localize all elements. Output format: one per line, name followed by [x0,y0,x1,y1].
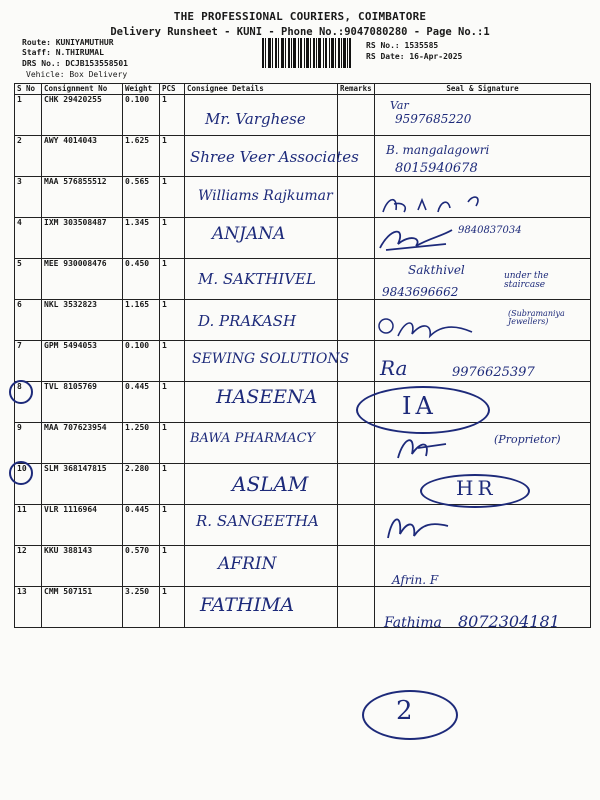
cell-consignment: MEE 930008476 [42,259,123,300]
cell-sno: 7 [15,341,42,382]
cell-weight: 1.165 [123,300,160,341]
page-mark: 2 [396,696,413,726]
handwritten-consignee: D. PRAKASH [198,312,297,330]
cell-consignment: AWY 4014043 [42,136,123,177]
cell-consignment: MAA 707623954 [42,423,123,464]
handwritten-consignee: R. SANGEETHA [196,512,319,530]
handwritten-signature: Var [390,99,409,112]
cell-remarks [338,95,375,136]
cell-consignment: CHK 29420255 [42,95,123,136]
cell-weight: 0.445 [123,505,160,546]
signature-scribble [382,508,454,544]
handwritten-note: under the staircase [504,271,549,290]
table-row [15,546,591,587]
cell-pcs: 1 [160,587,185,628]
table-header-row [15,84,591,95]
row-number-circle [9,380,33,404]
cell-consignment: MAA 576855512 [42,177,123,218]
cell-weight: 1.625 [123,136,160,177]
cell-pcs: 1 [160,505,185,546]
cell-weight: 0.450 [123,259,160,300]
stamp-text: HR [456,476,497,500]
cell-weight: 0.445 [123,382,160,423]
handwritten-consignee: Williams Rajkumar [198,188,333,204]
handwritten-signature: Afrin. F [392,573,439,587]
handwritten-consignee: SEWING SOLUTIONS [192,351,350,367]
cell-sno: 11 [15,505,42,546]
rs-date: RS Date: 16-Apr-2025 [366,52,463,61]
column-header-seal: Seal & Signature [375,84,591,95]
signature-scribble [378,192,498,218]
cell-pcs: 1 [160,136,185,177]
cell-weight: 0.570 [123,546,160,587]
cell-pcs: 1 [160,423,185,464]
handwritten-consignee: Shree Veer Associates [190,148,359,166]
cell-consignment: VLR 1116964 [42,505,123,546]
handwritten-signature: Sakthivel [408,263,465,277]
cell-sno: 5 [15,259,42,300]
cell-sno: 3 [15,177,42,218]
cell-consignment: IXM 303508487 [42,218,123,259]
column-header-consignee: Consignee Details [185,84,338,95]
handwritten-phone: 9597685220 [395,112,472,126]
handwritten-consignee: HASEENA [216,386,318,408]
handwritten-consignee: BAWA PHARMACY [190,431,316,446]
signature-scribble [376,224,456,254]
cell-remarks [338,505,375,546]
signature-scribble [376,314,486,344]
handwritten-phone: 9976625397 [452,365,535,380]
cell-sno: 8 [15,382,42,423]
handwritten-consignee: Mr. Varghese [205,110,306,128]
cell-weight: 0.565 [123,177,160,218]
cell-consignment: SLM 368147815 [42,464,123,505]
cell-pcs: 1 [160,300,185,341]
handwritten-phone: 9843696662 [382,285,459,299]
handwritten-phone: 8015940678 [395,161,478,176]
cell-pcs: 1 [160,341,185,382]
handwritten-consignee: ANJANA [212,224,286,244]
row-number-circle [9,461,33,485]
column-header-consignment: Consignment No [42,84,123,95]
signature-scribble [390,430,450,464]
column-header-sno: S No [15,84,42,95]
cell-sno: 10 [15,464,42,505]
route-label: Route: KUNIYAMUTHUR [22,38,114,47]
cell-sno: 13 [15,587,42,628]
staff-label: Staff: N.THIRUMAL [22,48,104,57]
cell-sno: 6 [15,300,42,341]
cell-sno: 4 [15,218,42,259]
handwritten-signature: Fathima [384,615,442,631]
handwritten-initials: Ra [380,356,408,380]
vehicle-label: Vehicle: Box Delivery [26,70,128,79]
cell-weight: 2.280 [123,464,160,505]
stamp-text: IA [402,392,437,420]
handwritten-signature: B. mangalagowri [386,143,490,157]
cell-weight: 1.250 [123,423,160,464]
cell-consignment: NKL 3532823 [42,300,123,341]
cell-remarks [338,177,375,218]
document-subtitle: Delivery Runsheet - KUNI - Phone No.:9047080280 - Page No.:1 [110,26,490,38]
cell-consignment: KKU 388143 [42,546,123,587]
cell-consignment: CMM 507151 [42,587,123,628]
cell-remarks [338,300,375,341]
cell-pcs: 1 [160,177,185,218]
handwritten-consignee: FATHIMA [200,594,295,616]
handwritten-phone: 9840837034 [458,225,522,236]
cell-weight: 0.100 [123,95,160,136]
cell-pcs: 1 [160,464,185,505]
cell-weight: 3.250 [123,587,160,628]
cell-sno: 9 [15,423,42,464]
cell-remarks [338,464,375,505]
handwritten-note: (Proprietor) [494,433,561,446]
handwritten-consignee: M. SAKTHIVEL [198,270,316,288]
cell-remarks [338,259,375,300]
rs-number: RS No.: 1535585 [366,41,439,50]
cell-consignment: GPM 5494053 [42,341,123,382]
cell-pcs: 1 [160,259,185,300]
column-header-pcs: PCS [160,84,185,95]
table-row [15,218,591,259]
column-header-remarks: Remarks [338,84,375,95]
handwritten-note: (Subramaniya Jewellers) [508,309,565,326]
handwritten-phone: 8072304181 [458,612,560,631]
cell-remarks [338,546,375,587]
column-header-weight: Weight [123,84,160,95]
cell-pcs: 1 [160,218,185,259]
cell-sno: 2 [15,136,42,177]
handwritten-consignee: ASLAM [232,472,309,496]
cell-remarks [338,423,375,464]
cell-sno: 1 [15,95,42,136]
document-title: THE PROFESSIONAL COURIERS, COIMBATORE [173,10,427,23]
cell-sno: 12 [15,546,42,587]
cell-pcs: 1 [160,95,185,136]
cell-weight: 1.345 [123,218,160,259]
cell-remarks [338,218,375,259]
cell-remarks [338,587,375,628]
cell-pcs: 1 [160,382,185,423]
cell-consignment: TVL 8105769 [42,382,123,423]
handwritten-consignee: AFRIN [218,554,277,574]
cell-pcs: 1 [160,546,185,587]
drs-number: DRS No.: DCJB153558501 [22,59,128,68]
cell-weight: 0.100 [123,341,160,382]
barcode [262,38,352,68]
table-row [15,300,591,341]
